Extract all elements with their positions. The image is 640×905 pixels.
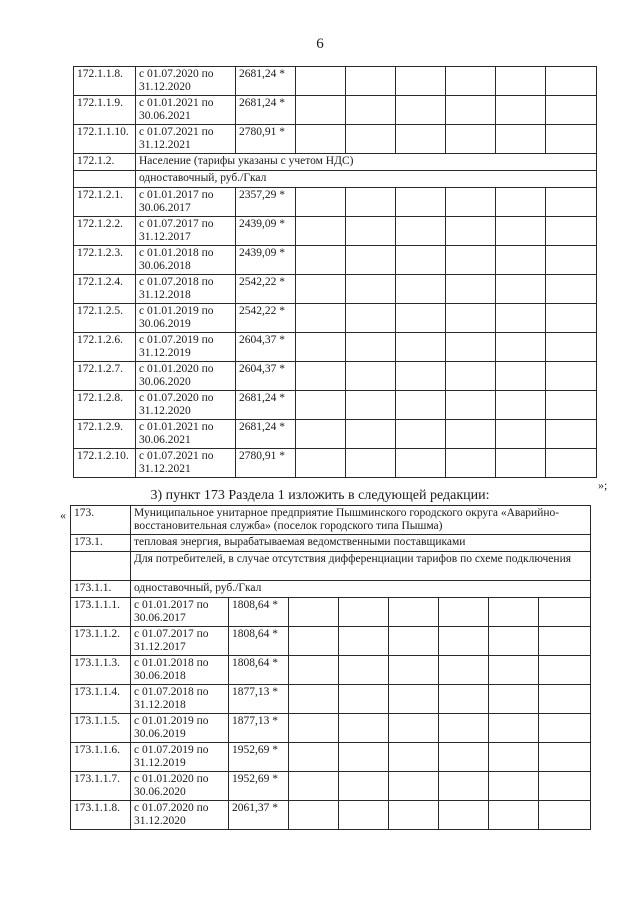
row-tariff-value: 1808,64 * [229,598,289,627]
empty-cell [496,275,546,304]
empty-cell [389,714,439,743]
empty-cell [546,420,597,449]
row-code: 173.1.1.4. [71,685,131,714]
row-tariff-value: 2604,37 * [236,362,296,391]
row-tariff-value: 2681,24 * [236,420,296,449]
table-row [71,801,591,830]
empty-cell [439,801,489,830]
row-code: 173.1.1.5. [71,714,131,743]
empty-cell [539,714,591,743]
table-row [74,391,597,420]
table-row [74,275,597,304]
empty-cell [446,125,496,154]
empty-cell [289,801,339,830]
empty-cell [296,217,346,246]
empty-cell [396,333,446,362]
empty-cell [389,685,439,714]
empty-cell [389,801,439,830]
empty-cell [396,304,446,333]
row-code [71,552,131,581]
row-tariff-value: 2439,09 * [236,217,296,246]
opening-quote: « [60,508,66,522]
tariff-table-173 [70,505,591,830]
empty-cell [346,275,396,304]
empty-cell [396,449,446,478]
row-code: 173.1.1.1. [71,598,131,627]
empty-cell [446,391,496,420]
row-period: с 01.07.2021 по 31.12.2021 [136,449,236,478]
row-period: с 01.07.2020 по 31.12.2020 [131,801,229,830]
table-row [74,362,597,391]
empty-cell [339,656,389,685]
amendment-heading: 3) пункт 173 Раздела 1 изложить в следующей редакции: [150,488,490,503]
empty-cell [289,598,339,627]
row-code: 172.1.2.1. [74,188,136,217]
empty-cell [546,391,597,420]
empty-cell [346,96,396,125]
empty-cell [496,420,546,449]
row-code: 173.1. [71,535,131,552]
empty-cell [289,656,339,685]
empty-cell [296,304,346,333]
table-row [74,171,597,188]
empty-cell [546,125,597,154]
empty-cell [339,743,389,772]
table-row [74,304,597,333]
empty-cell [296,449,346,478]
table-row [71,685,591,714]
row-code: 172.1.2.10. [74,449,136,478]
empty-cell [546,362,597,391]
row-period: с 01.01.2019 по 30.06.2019 [136,304,236,333]
table-row [71,581,591,598]
row-code: 173.1.1.3. [71,656,131,685]
tariff-table-172 [73,66,597,478]
table-row [74,154,597,171]
empty-cell [296,420,346,449]
table-row [71,656,591,685]
empty-cell [346,362,396,391]
empty-cell [346,420,396,449]
row-code: 172.1.2.6. [74,333,136,362]
empty-cell [289,772,339,801]
empty-cell [296,362,346,391]
row-period: с 01.07.2020 по 31.12.2020 [136,67,236,96]
empty-cell [389,656,439,685]
row-tariff-value: 2439,09 * [236,246,296,275]
empty-cell [439,772,489,801]
empty-cell [496,333,546,362]
row-code: 173.1.1.7. [71,772,131,801]
empty-cell [339,685,389,714]
closing-quote: »; [598,478,608,492]
empty-cell [446,333,496,362]
empty-cell [496,304,546,333]
empty-cell [439,627,489,656]
row-tariff-value: 2780,91 * [236,125,296,154]
empty-cell [396,96,446,125]
row-description: Муниципальное унитарное предприятие Пышминского городского округа «Аварийно-восстановительная служба» (поселок городского типа Пышма) [131,506,591,535]
empty-cell [496,96,546,125]
empty-cell [539,801,591,830]
row-tariff-value: 2542,22 * [236,304,296,333]
empty-cell [289,685,339,714]
empty-cell [489,743,539,772]
row-tariff-value: 2061,37 * [229,801,289,830]
row-tariff-value: 1952,69 * [229,772,289,801]
empty-cell [339,801,389,830]
row-tariff-value: 2604,37 * [236,333,296,362]
empty-cell [389,772,439,801]
empty-cell [296,96,346,125]
empty-cell [496,246,546,275]
empty-cell [489,598,539,627]
row-code: 172.1.1.8. [74,67,136,96]
table-row [74,67,597,96]
empty-cell [346,217,396,246]
empty-cell [546,275,597,304]
empty-cell [489,627,539,656]
table-row [74,125,597,154]
empty-cell [496,362,546,391]
empty-cell [546,188,597,217]
empty-cell [396,246,446,275]
empty-cell [539,656,591,685]
empty-cell [439,656,489,685]
empty-cell [396,67,446,96]
empty-cell [396,125,446,154]
row-period: с 01.01.2021 по 30.06.2021 [136,96,236,125]
row-code: 173.1.1.8. [71,801,131,830]
row-period: с 01.01.2019 по 30.06.2019 [131,714,229,743]
row-description: одноставочный, руб./Гкал [131,581,591,598]
empty-cell [496,67,546,96]
table-row [71,714,591,743]
row-code: 173. [71,506,131,535]
table-row [71,535,591,552]
row-period: с 01.07.2019 по 31.12.2019 [131,743,229,772]
row-code: 172.1.2.2. [74,217,136,246]
empty-cell [496,125,546,154]
row-tariff-value: 1877,13 * [229,685,289,714]
empty-cell [396,391,446,420]
empty-cell [346,67,396,96]
table-row [71,627,591,656]
empty-cell [346,304,396,333]
empty-cell [389,598,439,627]
row-tariff-value: 1952,69 * [229,743,289,772]
empty-cell [539,598,591,627]
table-row [74,217,597,246]
empty-cell [296,67,346,96]
empty-cell [446,246,496,275]
empty-cell [339,598,389,627]
empty-cell [389,743,439,772]
empty-cell [539,743,591,772]
empty-cell [546,246,597,275]
row-code: 172.1.1.9. [74,96,136,125]
empty-cell [446,420,496,449]
empty-cell [339,772,389,801]
table-row [74,246,597,275]
empty-cell [439,743,489,772]
row-tariff-value: 2681,24 * [236,67,296,96]
row-period: с 01.07.2019 по 31.12.2019 [136,333,236,362]
empty-cell [539,772,591,801]
empty-cell [339,714,389,743]
table-row [74,96,597,125]
empty-cell [289,714,339,743]
row-period: с 01.07.2017 по 31.12.2017 [136,217,236,246]
row-period: с 01.01.2018 по 30.06.2018 [136,246,236,275]
empty-cell [446,449,496,478]
empty-cell [396,188,446,217]
empty-cell [489,801,539,830]
row-tariff-value: 2681,24 * [236,96,296,125]
empty-cell [546,333,597,362]
empty-cell [446,67,496,96]
empty-cell [289,743,339,772]
row-tariff-value: 1877,13 * [229,714,289,743]
row-code: 173.1.1.6. [71,743,131,772]
row-period: с 01.01.2018 по 30.06.2018 [131,656,229,685]
row-description: Для потребителей, в случае отсутствия дифференциации тарифов по схеме подключения [131,552,591,581]
empty-cell [346,188,396,217]
row-code [74,171,136,188]
row-code: 172.1.2.9. [74,420,136,449]
row-period: с 01.01.2017 по 30.06.2017 [136,188,236,217]
empty-cell [489,772,539,801]
empty-cell [446,188,496,217]
table-row [71,743,591,772]
empty-cell [446,96,496,125]
empty-cell [396,217,446,246]
empty-cell [446,217,496,246]
row-tariff-value: 2542,22 * [236,275,296,304]
empty-cell [346,391,396,420]
empty-cell [289,627,339,656]
empty-cell [339,627,389,656]
row-tariff-value: 2681,24 * [236,391,296,420]
row-code: 172.1.1.10. [74,125,136,154]
empty-cell [546,449,597,478]
row-period: с 01.07.2021 по 31.12.2021 [136,125,236,154]
row-period: с 01.07.2018 по 31.12.2018 [136,275,236,304]
page-number: 6 [316,36,324,52]
empty-cell [489,656,539,685]
empty-cell [439,714,489,743]
empty-cell [496,391,546,420]
row-code: 173.1.1.2. [71,627,131,656]
row-period: с 01.01.2020 по 30.06.2020 [131,772,229,801]
table-row [71,552,591,581]
row-tariff-value: 2780,91 * [236,449,296,478]
empty-cell [546,217,597,246]
empty-cell [496,449,546,478]
row-code: 172.1.2.5. [74,304,136,333]
empty-cell [296,246,346,275]
row-code: 172.1.2.8. [74,391,136,420]
empty-cell [496,188,546,217]
row-code: 172.1.2.4. [74,275,136,304]
empty-cell [439,685,489,714]
empty-cell [489,714,539,743]
empty-cell [439,598,489,627]
empty-cell [389,627,439,656]
empty-cell [546,67,597,96]
empty-cell [446,304,496,333]
row-period: с 01.07.2018 по 31.12.2018 [131,685,229,714]
table-row [74,449,597,478]
empty-cell [546,304,597,333]
empty-cell [446,362,496,391]
row-code: 173.1.1. [71,581,131,598]
row-description: тепловая энергия, вырабатываемая ведомственными поставщиками [131,535,591,552]
empty-cell [296,391,346,420]
row-period: с 01.01.2020 по 30.06.2020 [136,362,236,391]
empty-cell [539,627,591,656]
empty-cell [296,275,346,304]
table-row [71,506,591,535]
row-description: Население (тарифы указаны с учетом НДС) [136,154,597,171]
empty-cell [546,96,597,125]
empty-cell [446,275,496,304]
row-code: 172.1.2.7. [74,362,136,391]
row-period: с 01.07.2020 по 31.12.2020 [136,391,236,420]
empty-cell [296,333,346,362]
empty-cell [396,362,446,391]
row-tariff-value: 2357,29 * [236,188,296,217]
empty-cell [346,333,396,362]
table-row [74,420,597,449]
empty-cell [346,449,396,478]
row-description: одноставочный, руб./Гкал [136,171,597,188]
empty-cell [396,420,446,449]
row-period: с 01.07.2017 по 31.12.2017 [131,627,229,656]
empty-cell [496,217,546,246]
row-tariff-value: 1808,64 * [229,627,289,656]
table-row [71,772,591,801]
row-code: 172.1.2.3. [74,246,136,275]
row-period: с 01.01.2021 по 30.06.2021 [136,420,236,449]
empty-cell [346,125,396,154]
empty-cell [489,685,539,714]
empty-cell [296,188,346,217]
table-row [74,188,597,217]
table-row [71,598,591,627]
table-row [74,333,597,362]
empty-cell [346,246,396,275]
row-tariff-value: 1808,64 * [229,656,289,685]
empty-cell [539,685,591,714]
row-period: с 01.01.2017 по 30.06.2017 [131,598,229,627]
empty-cell [396,275,446,304]
empty-cell [296,125,346,154]
row-code: 172.1.2. [74,154,136,171]
